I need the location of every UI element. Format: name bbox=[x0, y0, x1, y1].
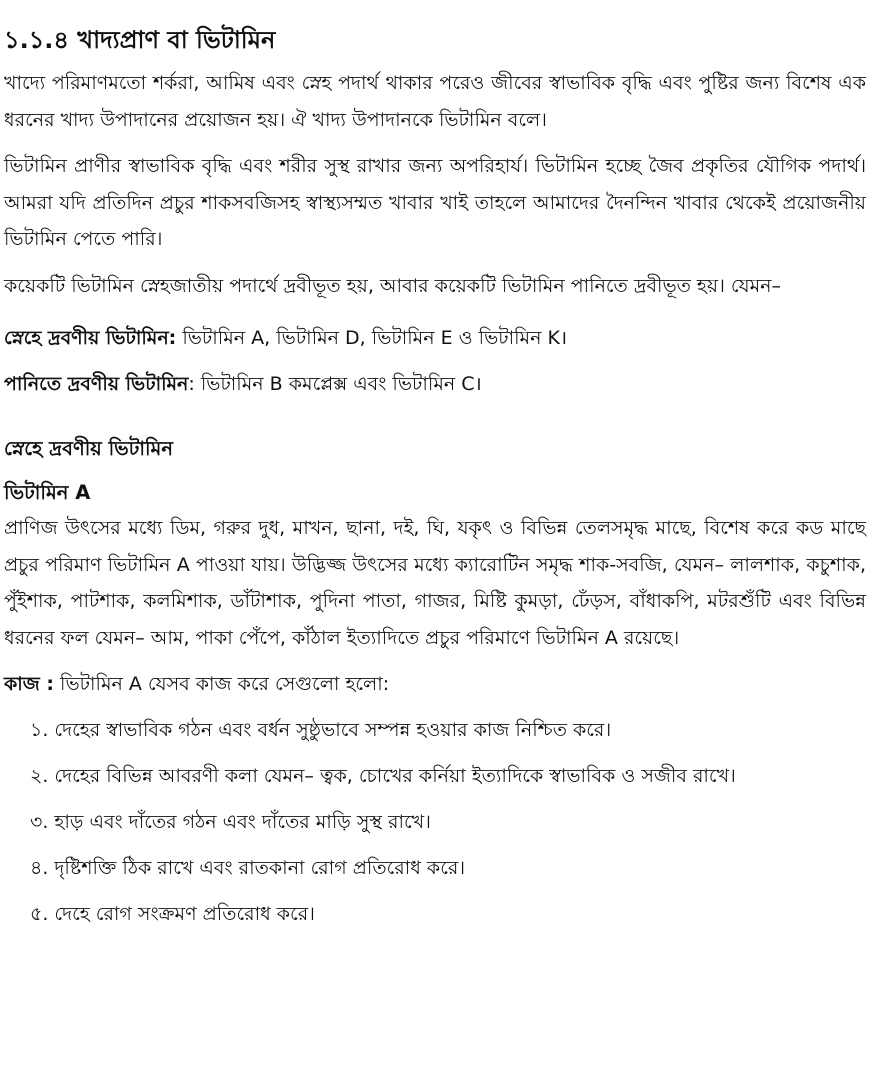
section-heading: ১.১.৪ খাদ্যপ্রাণ বা ভিটামিন bbox=[4, 26, 276, 54]
subsection-heading: স্নেহে দ্রবণীয় ভিটামিন bbox=[4, 437, 174, 460]
function-item: ৩. হাড় এবং দাঁতের গঠন এবং দাঁতের মাড়ি সুস্থ রাখে। bbox=[30, 811, 431, 833]
function-item: ৫. দেহে রোগ সংক্রমণ প্রতিরোধ করে। bbox=[30, 903, 315, 925]
fat-soluble-text: ভিটামিন A, ভিটামিন D, ভিটামিন E ও ভিটামিন K। bbox=[176, 327, 568, 349]
vitamin-a-sources-paragraph: প্রাণিজ উৎসের মধ্যে ডিম, গরুর দুধ, মাখন, ছানা, দই, ঘি, যকৃৎ ও বিভিন্ন তেলসমৃদ্ধ মাছে, বিশেষ করে কড মাছে প্রচুর পরিমাণ ভিটামিন A পাওয়া যায়। উদ্ভিজ্জ উৎসের মধ্যে ক্যারোটিন সমৃদ্ধ শাক-সবজি, যেমন– লালশাক, কচুশাক, পুঁইশাক, পাটশাক, কলমিশাক, ডাঁটাশাক, পুদিনা পাতা, গাজর, মিষ্টি কুমড়া, ঢেঁড়স, বাঁধাকপি, মটরশুঁটি এবং বিভিন্ন ধরনের ফল যেমন– আম, পাকা পেঁপে, কাঁঠাল ইত্যাদিতে প্রচুর পরিমাণে ভিটামিন A রয়েছে। bbox=[4, 517, 866, 649]
vitamin-a-heading: ভিটামিন A bbox=[4, 481, 91, 504]
water-soluble-line bbox=[4, 366, 866, 402]
work-line bbox=[4, 666, 866, 702]
fat-soluble-label: স্নেহে দ্রবণীয় ভিটামিন: bbox=[4, 327, 177, 349]
importance-paragraph: ভিটামিন প্রাণীর স্বাভাবিক বৃদ্ধি এবং শরীর সুস্থ রাখার জন্য অপরিহার্য। ভিটামিন হচ্ছে জৈব প্রকৃতির যৌগিক পদার্থ। আমরা যদি প্রতিদিন প্রচুর শাকসবজিসহ স্বাস্থ্যসম্মত খাবার খাই তাহলে আমাদের দৈনন্দিন খাবার থেকেই প্রয়োজনীয় ভিটামিন পেতে পারি। bbox=[4, 155, 866, 250]
intro-paragraph: খাদ্যে পরিমাণমতো শর্করা, আমিষ এবং স্নেহ পদার্থ থাকার পরেও জীবের স্বাভাবিক বৃদ্ধি এবং পুষ্টির জন্য বিশেষ এক ধরনের খাদ্য উপাদানের প্রয়োজন হয়। ঐ খাদ্য উপাদানকে ভিটামিন বলে। bbox=[4, 72, 866, 131]
water-soluble-label: পানিতে দ্রবণীয় ভিটামিন bbox=[4, 373, 189, 395]
water-soluble-text: : ভিটামিন B কমপ্লেক্স এবং ভিটামিন C। bbox=[188, 373, 482, 395]
solubility-paragraph: কয়েকটি ভিটামিন স্নেহজাতীয় পদার্থে দ্রবীভূত হয়, আবার কয়েকটি ভিটামিন পানিতে দ্রবীভূত হয়। যেমন– bbox=[4, 274, 781, 297]
work-text: ভিটামিন A যেসব কাজ করে সেগুলো হলো: bbox=[54, 673, 390, 695]
functions-list bbox=[4, 712, 866, 932]
function-item: ৪. দৃষ্টিশক্তি ঠিক রাখে এবং রাতকানা রোগ প্রতিরোধ করে। bbox=[30, 857, 466, 879]
function-item: ১. দেহের স্বাভাবিক গঠন এবং বর্ধন সুষ্ঠুভাবে সম্পন্ন হওয়ার কাজ নিশ্চিত করে। bbox=[30, 719, 612, 741]
fat-soluble-line bbox=[4, 320, 866, 356]
work-label: কাজ : bbox=[4, 673, 55, 695]
function-item: ২. দেহের বিভিন্ন আবরণী কলা যেমন– ত্বক, চোখের কর্নিয়া ইত্যাদিকে স্বাভাবিক ও সজীব রাখে। bbox=[30, 765, 736, 787]
